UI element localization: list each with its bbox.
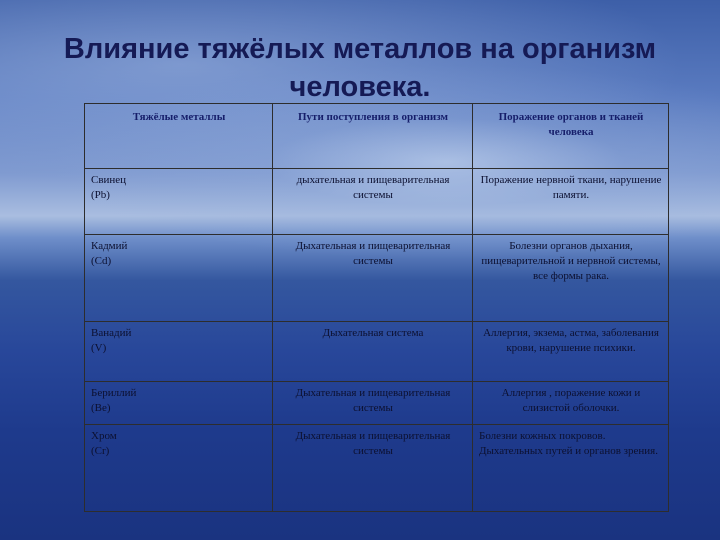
table-row	[85, 382, 669, 425]
header-damage: Поражение органов и тканей человека	[473, 104, 669, 169]
heavy-metals-table	[84, 103, 669, 512]
title-line-2: человека.	[289, 71, 431, 103]
metal-cell	[85, 382, 273, 425]
damage-cell: Аллергия , поражение кожи и слизистой оболочки.	[473, 382, 669, 425]
damage-cell: Аллергия, экзема, астма, заболевания крови, нарушение психики.	[473, 322, 669, 382]
header-routes: Пути поступления в организм	[273, 104, 473, 169]
table-row	[85, 169, 669, 235]
table-row	[85, 235, 669, 322]
route-cell: дыхательная и пищеварительная системы	[273, 169, 473, 235]
metal-symbol: (Cr)	[91, 445, 110, 457]
damage-cell: Поражение нервной ткани, нарушение памяти.	[473, 169, 669, 235]
table-header-row	[85, 104, 669, 169]
metal-cell	[85, 322, 273, 382]
route-cell: Дыхательная система	[273, 322, 473, 382]
damage-cell: Болезни органов дыхания, пищеварительной и нервной системы, все формы рака.	[473, 235, 669, 322]
header-metals: Тяжёлые металлы	[85, 104, 273, 169]
metal-symbol: (Be)	[91, 402, 111, 414]
slide-title	[40, 30, 680, 106]
metal-symbol: (Pb)	[91, 189, 110, 201]
route-cell: Дыхательная и пищеварительная системы	[273, 382, 473, 425]
metal-name: Свинец	[91, 174, 127, 186]
route-cell: Дыхательная и пищеварительная системы	[273, 235, 473, 322]
metal-name: Хром	[91, 430, 117, 442]
table-row	[85, 425, 669, 512]
metal-symbol: (Cd)	[91, 255, 112, 267]
metal-name: Бериллий	[91, 387, 137, 399]
metal-name: Кадмий	[91, 240, 128, 252]
title-line-1: Влияние тяжёлых металлов на организм	[63, 33, 657, 65]
metal-name: Ванадий	[91, 327, 132, 339]
damage-cell: Болезни кожных покровов. Дыхательных путей и органов зрения.	[473, 425, 669, 512]
table-row	[85, 322, 669, 382]
metal-symbol: (V)	[91, 342, 107, 354]
metal-cell	[85, 235, 273, 322]
metal-cell	[85, 425, 273, 512]
route-cell: Дыхательная и пищеварительная системы	[273, 425, 473, 512]
metal-cell	[85, 169, 273, 235]
